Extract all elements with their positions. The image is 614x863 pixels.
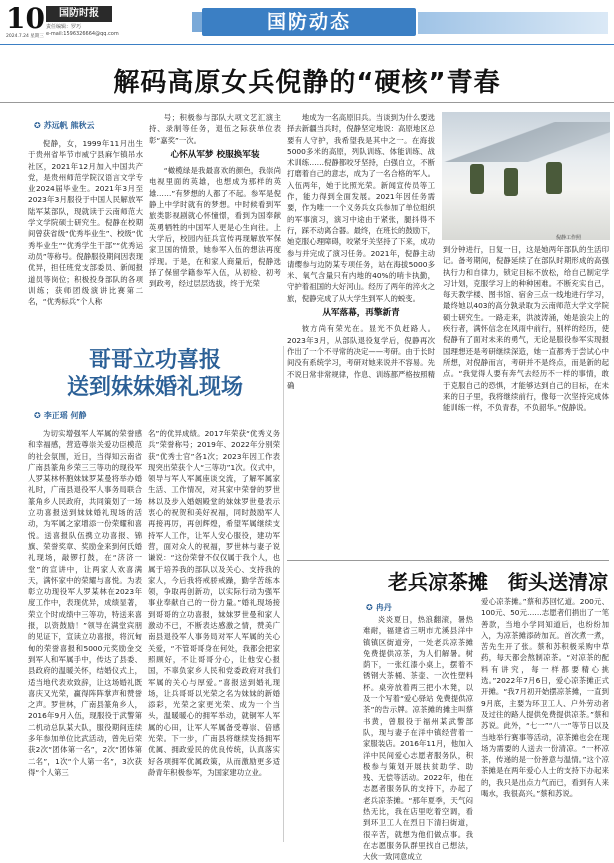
star-icon: ✪	[366, 603, 373, 612]
editor-name: 责任编辑：罗巧	[46, 24, 82, 30]
star-icon: ✪	[34, 411, 41, 420]
editor-email: e-mail:1596326664@qq.com	[46, 31, 119, 37]
title-rule	[0, 102, 614, 103]
article3-byline	[366, 602, 392, 613]
article1-col3	[287, 112, 435, 556]
masthead	[0, 0, 614, 40]
article1-col3b-text: 彼方尚有荣光在。显光不负赶路人。2023年3月，从部队退役复学后，倪静再次作出了一个不寻常的决定——考研。由于长时间没有系统学习，考研对她来说并不容易。先不说日常非常规律，作息、训练都严格按照精确	[287, 324, 435, 390]
section-title: 国防动态	[266, 11, 351, 33]
date-line	[6, 33, 44, 39]
article1-col2	[149, 112, 281, 336]
date: 2024.7.24	[6, 34, 29, 39]
article3-col2-text: 爱心凉茶摊。”蔡和苏回忆道。200元、100元、50元……志愿者们捐出了一笔善款，当地小学同知道后，也纷纷加入，为凉茶摊添砖加瓦。首次煮一煮，苦先生开了张。蔡和苏积极采购中草药，每天都会熬制凉茶。“对凉茶的配料有讲究，每一样都要精心挑选。”2022年7月6日，爱心凉茶摊正式开摊。“我7月初开始摆凉茶摊，一直到9月底，主要为环卫工人、户外劳动者及过往的路人提供免费提供凉茶。”蔡和苏说。此外，“七一”“八一”等节日以及当地举行赛事等活动，凉茶摊也会在现场为需要的人送去一份清凉。“一杯凉茶，传递的是一份善意与温情。”这个凉茶摊是在两年爱心人士的支持下办起来的，我只是出点力气而已，看到有人来喝水，我很高兴。”蔡和苏说。	[481, 597, 609, 799]
editor-info	[46, 24, 119, 38]
article1-col3a-text: 地成为一名高原旧兵。当谈到为什么要选择去新疆当兵时，倪静坚定地说：高原地区总要有人守护，我希望我是其中之一。在海拔5000多米的高原，列队训练、体能训练、战术训练……倪静都咬牙坚持，白强自立，不断打磨着自己的意志，成为了一名合格的军人。入伍两年，她于比照光荣。新闻宣传员等工作，能力得到全面发展。2021年因任务需要，作为唯一一个义务兵女兵参加了单位组织的军事演习，演习中途由于紧张，腿抖得不行，踩不动离合器。最终，在班长的鼓励下，她克服心理障碍，咬紧牙关坚持了下来，成功参与并完成了演习任务。2021年，倪静主动请缨参与边防某专项任务，站在海拔5000多米、氧气含量只有内地的40%的哨卡执勤，守护着祖国的大好河山。经历了两年的淬火之旅，倪静完成了从大学生到军人的蜕变。	[287, 113, 435, 303]
article1-subhead-1: 心怀从军梦 校服换军装	[170, 149, 260, 160]
article3-top-rule	[287, 560, 609, 561]
section-badge	[202, 8, 416, 36]
photo-figure	[504, 168, 518, 196]
photo-figure	[546, 162, 562, 194]
article2-authors: 李正瑶 何静	[43, 411, 87, 420]
article1-byline	[34, 120, 95, 131]
article2-title-line2: 送到妹妹婚礼现场	[66, 375, 243, 400]
article2-col1	[28, 428, 142, 840]
article1-title: 解码高原女兵倪静的“硬核”青春	[113, 68, 501, 98]
article2-col2-text: 名”的优异成绩。2017年荣获“优秀义务兵”荣誉称号；2019年、2022年分别荣获“优秀士官”各1次；2023年因工作表现突出荣获个人“三等功”1次。仪式中，领导与军人军属座谈交流，了解军属家生活、工作情况，对其家中荣誉的罗世林以及步入婚姻殿堂的妹妹罗世曼表示衷心的祝贺和美好祝福，同时鼓励军人再接再厉，再创辉煌，希望军属继续支持军人工作，让军人安心服役，建功军营，面对众人的祝福，罗世林与妻子说谦说：“这份荣誉不仅仅属于我个人，也属于培养我的部队以及关心、支持我的家人，今后我将戒骄戒躁，勤学苦练本领，争取再创新功，以实际行动为强军事业奉献自己的一份力量。”婚礼现场接到哥哥的立功喜报，妹妹罗世曼和家人激动不已，不断表达感激之情，赞美广南县退役军人事务局对军人军属的关心关爱，“不管哥哥身在何处，我都会把家照顾好，不让哥哥分心，让他安心报国，不辜负家乡人民和党委政府对我们军属的关心与厚爱。”喜报送到婚礼现场，让兵哥哥以光荣之名为妹妹的新婚添彩，光荣之家更光荣、成为一个当头，温暖暖心的拥军举动，就铜军人军属的心田，让军人军属备受尊崇、倍感光荣。下一步，广南县将继续发扬拥军优属、拥政爱民的优良传统，认真落实好各项拥军优属政策，从而激励更多适龄青年积极参军，为国家建功立业。	[148, 429, 280, 777]
decor-banner-right	[418, 12, 608, 34]
article3-col2	[481, 596, 609, 840]
article3-col1	[363, 614, 473, 862]
article2-col1-text: 为切实增强军人军属的荣誉感和幸福感，营造尊崇关爱功臣模范的社会氛围，近日，当得知云南省广南县篆角乡荣三三等功的现役军人罗某林杯胞妹妹罗某曼将举办婚礼时，广南县退役军人事务局联合篆角乡人民政府，共同策划了一场立功喜报送到妹妹婚礼现场的活动，为军属之家增添一份荣耀和喜悦。送喜报队伍携立功喜报、锦旗、荣誉奖章、奖励金来到何氏婚礼现场，敲锣打鼓，在“济济一堂”的宣讲中，让两家人欢喜满天，满怀家中的荣耀与喜悦。为表彰立功现役军人罗某林在2023年度工作中，表现优异，成绩显著，荣立个时成绩中三等功，特送来喜报，以资鼓励！”领导在满堂宾朋的见证下，宣读立功喜报，将沉甸甸的荣誉喜报和5000元奖励金交到军人和军属手中，传达了县委、县政府的温暖关怀，结婚仪式上，适当地代表欢致辞，让这场婚礼既喜庆又光荣，赢得阵阵掌声和赞誉之声。罗世林，广南县篆角乡人，2016年9月入伍，现服役于武警第二机动总队某大队，服役期间连续多年参加单位比武活动，曾先后荣获2次“团体第一名”，2次“团体第二名”，1次“个人第一名”，3次获得“个人第三	[28, 429, 142, 777]
header-rule	[0, 44, 614, 45]
photo-caption: 倪静工作照	[556, 235, 582, 241]
article2-byline	[34, 410, 87, 421]
column-divider	[283, 346, 284, 842]
article1-col1	[28, 138, 143, 336]
article2-title-line1: 哥哥立功喜报	[88, 348, 221, 373]
article3-title-left: 老兵凉茶摊	[388, 570, 488, 594]
photo-figure	[470, 164, 484, 194]
weekday: 星期三	[30, 34, 44, 39]
article1-authors: 苏远帆 熊秋云	[43, 121, 95, 130]
photo-mountain	[442, 122, 610, 162]
page-number: 10	[6, 2, 45, 35]
newspaper-logo: 国防时报	[46, 6, 112, 22]
article3-author: 冉丹	[375, 603, 392, 612]
star-icon: ✪	[34, 121, 41, 130]
article3-title-right: 街头送清凉	[508, 570, 608, 594]
article1-col1-text: 倪静，女，1999年11月出生于贵州省毕节市威宁县麻乍镇吊水社区，2021年12月加入中国共产党，是贵州师范学院汉语言文学专业2024届毕业生。2021年3月至2023年3月服役于中国人民解放军陆军某部队，现就读于云南师范大学文学院硕士研究生。倪静在校期间曾获省级“优秀毕业生”、校级“优秀毕业生”“优秀学生干部”“优秀运动员”等称号。倪静服役期间因表现优异，担任班党支部委员、新闻报道员等岗位；积极投身部队的各项训练；获师团级演讲比赛第二名，“优秀标兵”个人称	[28, 139, 143, 307]
article1-col2b-text: “橄榄绿是我最喜欢的颜色，我崇尚电视里面的英雄，也想成为那样的英雄……”有梦想的人都了不起。参军是倪静上中学时就有的梦想。中时候看到军旅类影视剧就心怀憧憬，看到为国奉献英勇牺牲的中国军人更是心生向往。上大学后，校园内征兵宣传再现解放军保家卫国的情景，她参军入伍的想法再度浮现。于是，在和家人商量后，倪静选择了保留学籍参军入伍，从初检、初考到政考，经过层层选拔，终于光荣	[149, 166, 281, 289]
article1-subhead-2: 从军落幕，再擎新青	[322, 308, 400, 319]
article2-col2	[148, 428, 280, 840]
article1-col4	[443, 244, 609, 556]
article1-photo	[442, 112, 610, 240]
article1-col2a-text: 号；积极参与部队大项文艺汇演主持、录制等任务，退伍之际获单位表彰“嘉奖”一次。	[149, 113, 281, 145]
article1-col4-text: 到分钟进行，日复一日，这是她两年部队的生活印记。备考期间，倪静延续了在部队时期形成的高强执行力和自律力，锁定目标不放松，给自己制定学习计划，克服学习上的种种困难。不断充实自己，每天教学楼、图书馆、宿舍三点一线地进行学习，最终她以403的高分孰录取为云南师范大学文学院硕士研究生。一路走来，洪波涛涌，她是浪尖上的疾行者，满怀信念在风雨中前行，别样的经历，使倪静有了面对未来的勇气，无论是服役参军实现报国理想还是考研继续深造，她一直都秀于尝试心中所想，对倪静而言，考研并不是终点，而是新的起点。“我觉得人要有奔气去经历不一样的事情，敢于克服自己的恐惧，才能够达到自己的目标，在未来的日子里，我将继续前行，像每一次坚持完成体能训练一样，不负青春，不负韶华。”倪静说。	[443, 245, 609, 413]
article3-col1-text: 炎炎夏日，热浪翻滚，暑热难耐，福建省三明市尤溪县洋中镇镇区街道旁，一处老兵凉茶摊免费提供凉茶，为人们解暑。树荫下，一张红漆小桌上，摆着不锈钢大茶桶、茶壶、一次性塑料杯。桌旁放着两三把小木凳，以及一个写着“爱心驿站 免费提供凉茶”的告示牌。凉茶摊的摊主叫蔡书黄，曾服役于福州某武警部队，现与妻子在洋中镇经营着一家服装店。2016年11月，他加入洋中民间爱心志愿者服务队，积极参与策划开展扶贫助学、助残、无偿等活动。2022年，他在志愿者服务队的支持下，办起了老兵凉茶摊。“那年夏季，天气闷热无比，我在店里吃着空调，看到环卫工人在烈日下清扫街道，很辛苦，就想为他们做点事。我在志愿服务队群里找自己想法，大伙一致同意成立	[363, 615, 473, 862]
